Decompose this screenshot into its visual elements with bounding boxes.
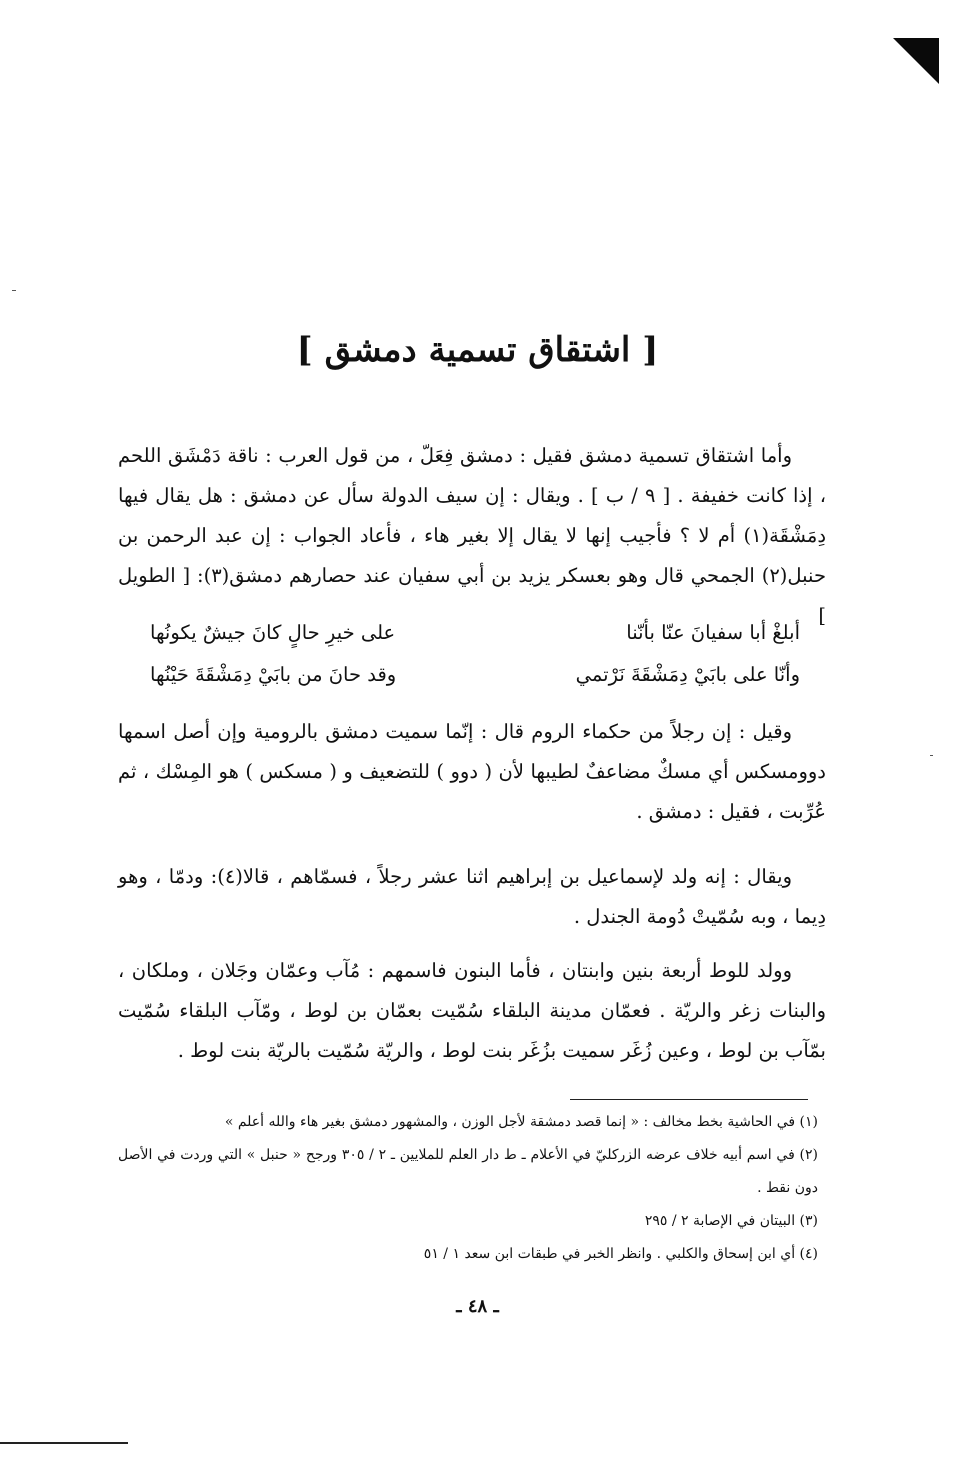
paragraph-text: وقيل : إن رجلاً من حكماء الروم قال : إنّما سميت دمشق بالرومية وإن أصل اسمها دوومسكس أي مسكٌ مضاعفٌ لطيبها لأن ( دوو ) للتضعيف و ( مسكس ) هو المِسْك ، ثم عُرِّبت ، فقيل : دمشق . [118,720,826,823]
verse-line-2 [150,654,800,696]
footnote-separator [570,1099,808,1100]
footnote-1: (١) في الحاشية بخط مخالف : « إنما قصد دمشقة لأجل الوزن ، والمشهور دمشق بغير هاء والله أعلم » [224,1114,818,1130]
paragraph-text: وأما اشتقاق تسمية دمشق فقيل : دمشق فِعَلّ ، من قول العرب : ناقة دَمْشَق اللحم ، إذا كانت خفيفة . [ ٩ / ب ] . ويقال : إن سيف الدولة سأل عن دمشق : هل يقال فيها دِمَشْقَة(١) أم لا ؟ فأجيب إنها لا يقال إلا بغير هاء ، فأعاد الجواب : إن عبد الرحمن بن حنبل(٢) الجمحي قال وهو بعسكر يزيد بن أبي سفيان عند حصارهم دمشق(٣): [ الطويل ] [118,444,826,627]
paragraph-4 [118,951,826,1071]
footnote-4: (٤) أي ابن إسحاق والكلبي . وانظر الخبر في طبقات ابن سعد ١ / ٥١ [423,1246,818,1262]
footnote-2: (٢) في اسم أبيه خلاف عرضه الزركليّ في الأعلام ـ ط دار العلم للملايين ـ ٢ / ٣٠٥ ورجح « حنبل » التي وردت في الأصل دون نقط . [118,1147,818,1196]
corner-triangle-mark [893,38,939,84]
paragraph-2 [118,712,826,832]
scan-edge-rule [0,1442,128,1444]
verse-line-1 [150,612,800,654]
scan-speck [930,755,933,756]
verse-2-second-hemistich: وقد حانَ من بابَيْ دِمَشْقَةَ حَيْنُها [150,663,397,686]
page-title: [ اشتقاق تسمية دمشق ] [296,329,659,370]
paragraph-text: وولد للوط أربعة بنين وابنتان ، فأما البنون فاسمهم : مُآب وعمّان وجَلان ، وملكان ، والبنات زغر والريّة . فعمّان مدينة البلقاء سُمّيت بعمّان بن لوط ، ومّآب البلقاء سُمّيت بمّآب بن لوط ، وعين زُغَر سميت بزُغَر بنت لوط ، والريّة سُمّيت بالريّة بنت لوط . [118,959,826,1062]
footnote-3: (٣) البيتان في الإصابة ٢ / ٢٩٥ [644,1213,818,1229]
paragraph-text: ويقال : إنه ولد لإسماعيل بن إبراهيم اثنا عشر رجلاً ، فسمّاهم ، قالا(٤): ودمّا ، وهو دِيما ، وبه سُمّيتْ دُومة الجندل . [118,865,826,928]
verse-1-first-hemistich: أبلغْ أبا سفيانَ عنّا بأنّنا [626,621,800,644]
verse-2-first-hemistich: وأنّا على بابَيْ دِمَشْقَةَ نَرْتمي [575,663,800,686]
scan-speck [12,290,16,291]
paragraph-3 [118,857,826,937]
footnotes [118,1106,818,1271]
verse-1-second-hemistich: على خيرِ حالٍ كانَ جيشٌ يكونُها [150,621,396,644]
paragraph-1 [118,436,826,636]
poem-verses [150,612,800,696]
page-number: ـ ٤٨ ـ [456,1296,499,1317]
